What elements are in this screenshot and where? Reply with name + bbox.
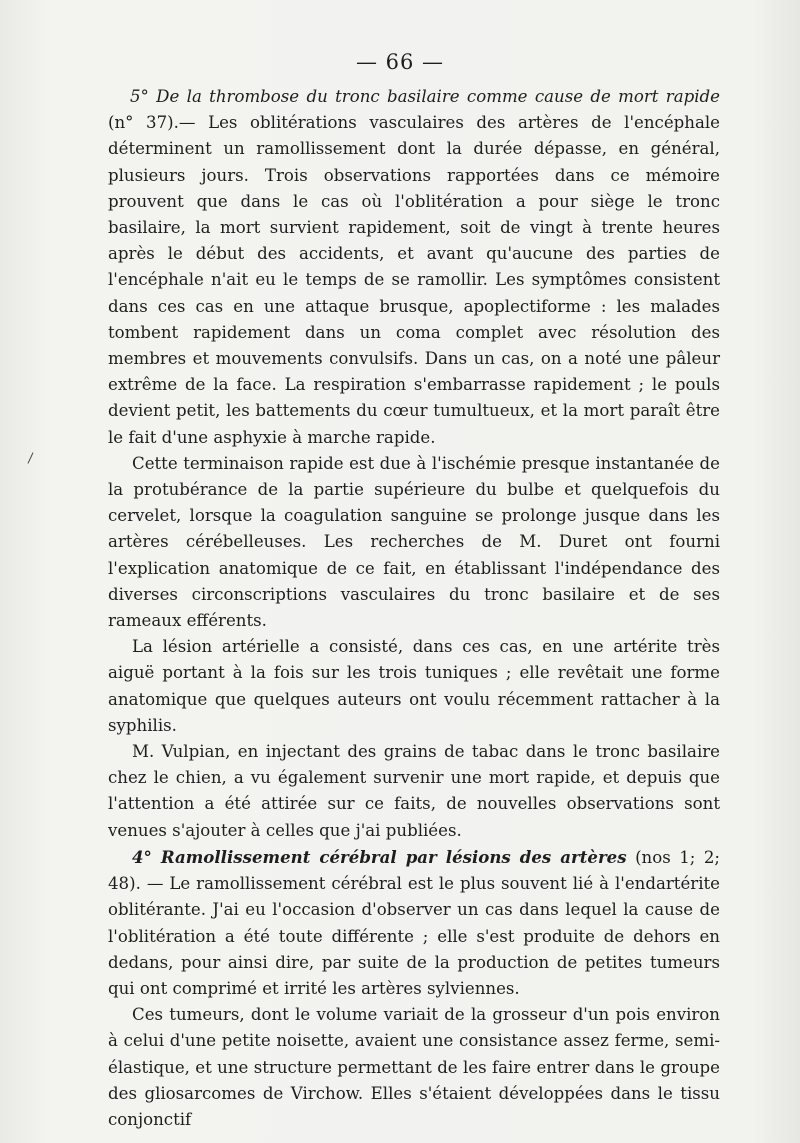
section-heading-ramollissement: 4° Ramollissement cérébral par lésions des artères (132, 846, 627, 867)
section-ref-ramollissement: (nos 1; 2; 48). (108, 847, 720, 894)
margin-mark (28, 452, 34, 463)
section-heading-thrombose: 5° De la thrombose du tronc basilaire comme cause de mort rapide (130, 87, 720, 106)
page-number: — 66 — (355, 50, 445, 74)
section-ref-thrombose: (n° 37). (108, 113, 179, 133)
body-text (108, 84, 720, 1133)
paragraph: La lésion artérielle a consisté, dans ces cas, en une artérite très aiguë portant à la fois sur les trois tuniques ; elle revêtait une forme anatomique que quelques auteurs ont voulu récemment rattacher à la syphilis. (108, 637, 720, 735)
paragraph-text: — Les oblitérations vasculaires des artères de l'encéphale déterminent un ramollissement dont la durée dépasse, en général, plusieurs jours. Trois observations rapportées dans ce mémoire prouvent que dans le cas où l'oblitération a pour siège le tronc basilaire, la mort survient rapidement, soit de vingt à trente heures après le début des accidents, et avant qu'aucune des parties de l'encéphale n'ait eu le temps de se ramollir. Les symptômes consistent dans ces cas en une attaque brusque, apoplectiforme : les malades tombent rapidement dans un coma complet avec résolution des membres et mouvements convulsifs. Dans un cas, on a noté une pâleur extrême de la face. La respiration s'embarrasse rapidement ; le pouls devient petit, les battements du cœur tumultueux, et la mort paraît être le fait d'une asphyxie à marche rapide. (108, 113, 720, 447)
paragraph-text: — Le ramollissement cérébral est le plus souvent lié à l'endartérite oblitérante. J'ai eu l'occasion d'observer un cas dans lequel la cause de l'oblitération a été toute différente ; elle s'est produite de dehors en dedans, pour ainsi dire, par suite de la production de petites tumeurs qui ont comprimé et irrité les artères sylviennes. (108, 874, 720, 998)
paragraph-thrombose (108, 84, 720, 451)
paragraph: Cette terminaison rapide est due à l'ischémie presque instantanée de la protubérance de la partie supérieure du bulbe et quelquefois du cervelet, lorsque la coagulation sanguine se prolonge jusque dans les artères cérébelleuses. Les recherches de M. Duret ont fourni l'explication anatomique de ce fait, en établissant l'indépendance des diverses circonscriptions vasculaires du tronc basilaire et de ses rameaux efférents. (108, 453, 720, 631)
paragraph-ramollissement (108, 844, 720, 1002)
paragraph: Ces tumeurs, dont le volume variait de la grosseur d'un pois environ à celui d'une petite noisette, avaient une consistance assez ferme, semi-élastique, et une structure permettant de les faire entrer dans le groupe des gliosarcomes de Virchow. Elles s'étaient développées dans le tissu conjonctif (108, 1005, 720, 1129)
paragraph: M. Vulpian, en injectant des grains de tabac dans le tronc basilaire chez le chien, a vu également survenir une mort rapide, et depuis que l'attention a été attirée sur ce faits, de nouvelles observations sont venues s'ajouter à celles que j'ai publiées. (108, 742, 720, 840)
